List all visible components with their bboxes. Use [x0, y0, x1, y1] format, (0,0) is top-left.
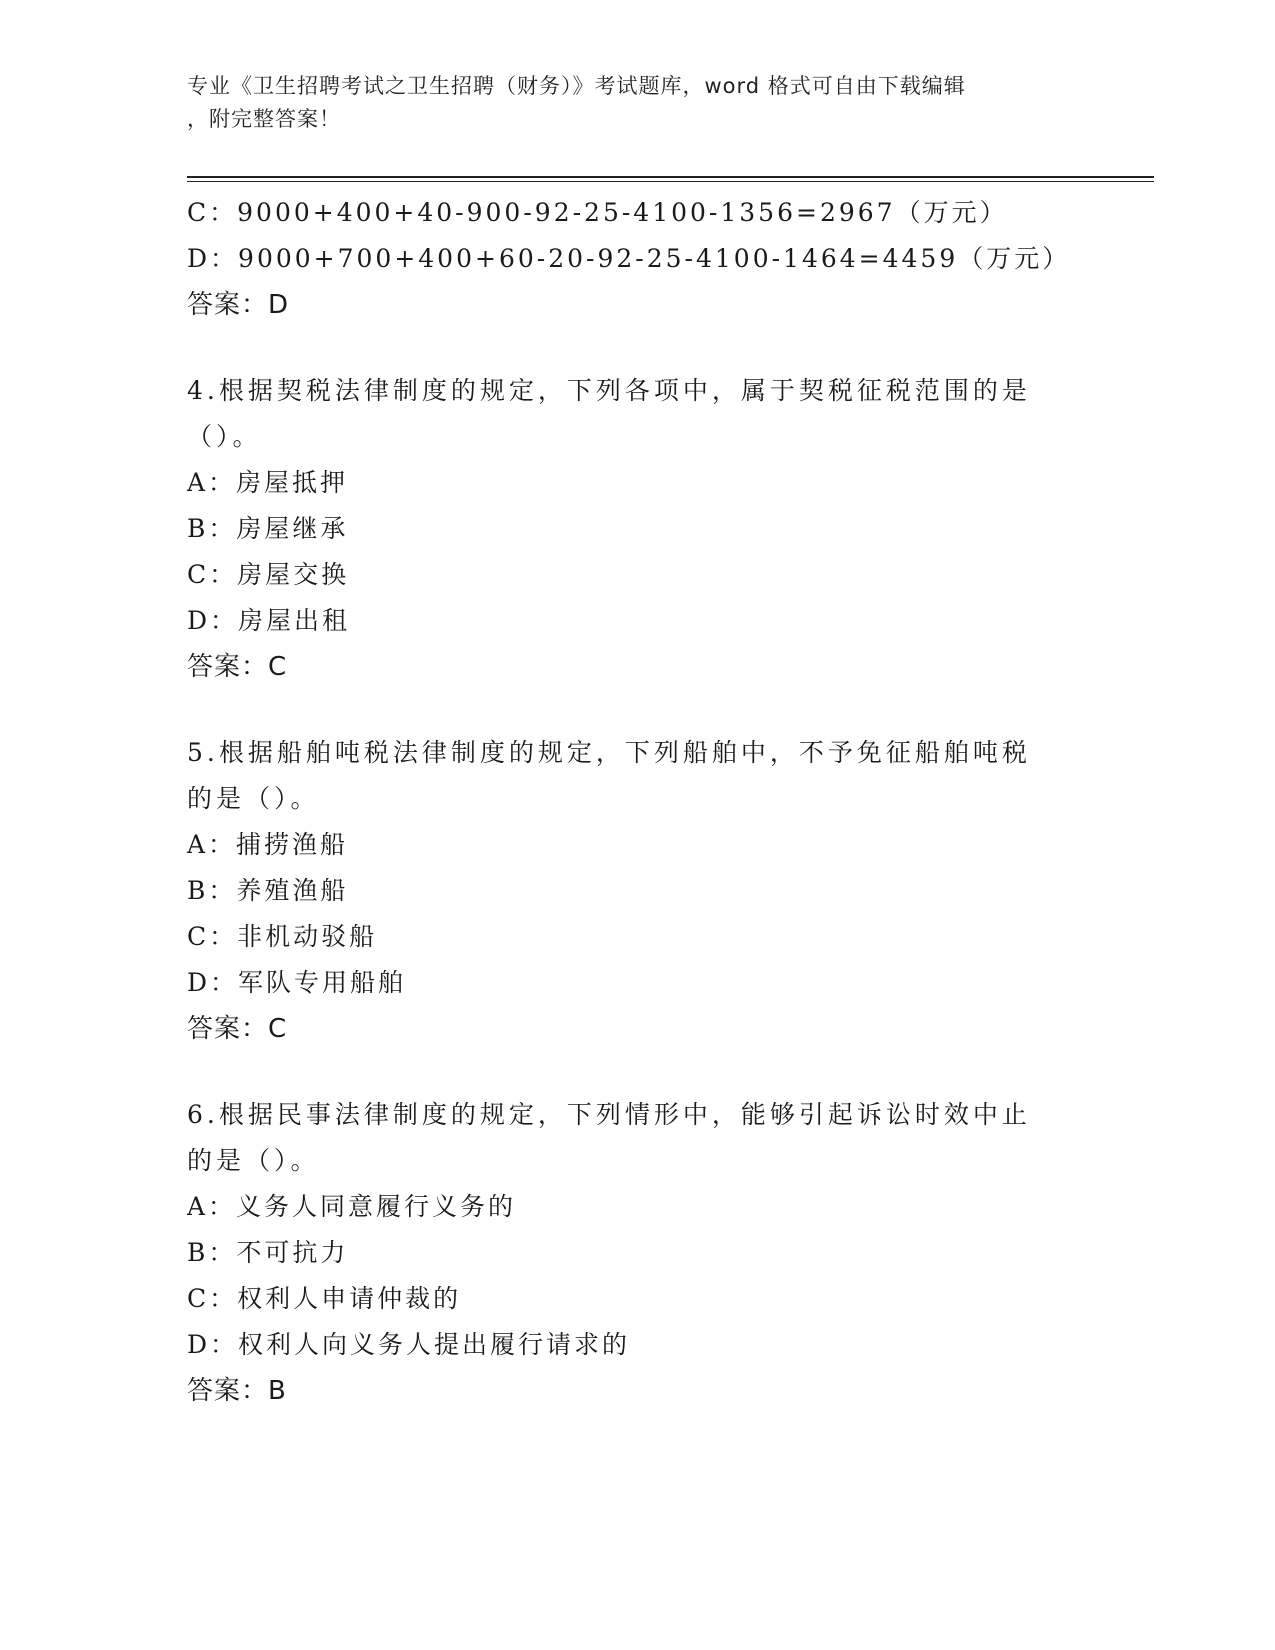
option-c: C：非机动驳船 [187, 922, 378, 951]
option-a: A：捕捞渔船 [187, 830, 349, 859]
header-line-1: 专业《卫生招聘考试之卫生招聘（财务）》考试题库，word 格式可自由下载编辑 [187, 74, 966, 98]
option-d: D：9000+700+400+60-20-92-25-4100-1464=4459（万元） [187, 244, 1071, 273]
option-b: B：养殖渔船 [187, 876, 349, 905]
header-line-2: ，附完整答案！ [187, 107, 341, 131]
spacer [187, 1052, 1067, 1092]
option-b: B：不可抗力 [187, 1238, 349, 1267]
question-stem: 4.根据契税法律制度的规定，下列各项中，属于契税征税范围的是（）。 [187, 376, 1031, 451]
option-c: C：房屋交换 [187, 560, 350, 589]
option-c: C：权利人申请仲裁的 [187, 1284, 462, 1313]
document-header [187, 70, 1067, 136]
option-d: D：房屋出租 [187, 606, 351, 635]
question-4 [187, 368, 1067, 690]
answer-line: 答案：C [187, 652, 288, 682]
option-a: A：义务人同意履行义务的 [187, 1192, 517, 1221]
option-c: C：9000+400+40-900-92-25-4100-1356=2967（万元） [187, 198, 1008, 227]
question-5 [187, 730, 1067, 1052]
answer-line: 答案：C [187, 1014, 288, 1044]
header-rule-thin [187, 181, 1154, 182]
option-a: A：房屋抵押 [187, 468, 349, 497]
answer-line: 答案：B [187, 1376, 287, 1406]
header-rule-thick [187, 176, 1154, 178]
option-b: B：房屋继承 [187, 514, 349, 543]
question-6 [187, 1092, 1067, 1414]
spacer [187, 328, 1067, 368]
document-body [187, 190, 1071, 1414]
option-d: D：军队专用船舶 [187, 968, 407, 997]
question-stem: 5.根据船舶吨税法律制度的规定，下列船舶中，不予免征船舶吨税的是（）。 [187, 738, 1031, 813]
option-d: D：权利人向义务人提出履行请求的 [187, 1330, 631, 1359]
spacer [187, 690, 1067, 730]
answer-line: 答案：D [187, 290, 290, 320]
question-stem: 6.根据民事法律制度的规定，下列情形中，能够引起诉讼时效中止的是（）。 [187, 1100, 1031, 1175]
question-3-tail [187, 190, 1071, 328]
